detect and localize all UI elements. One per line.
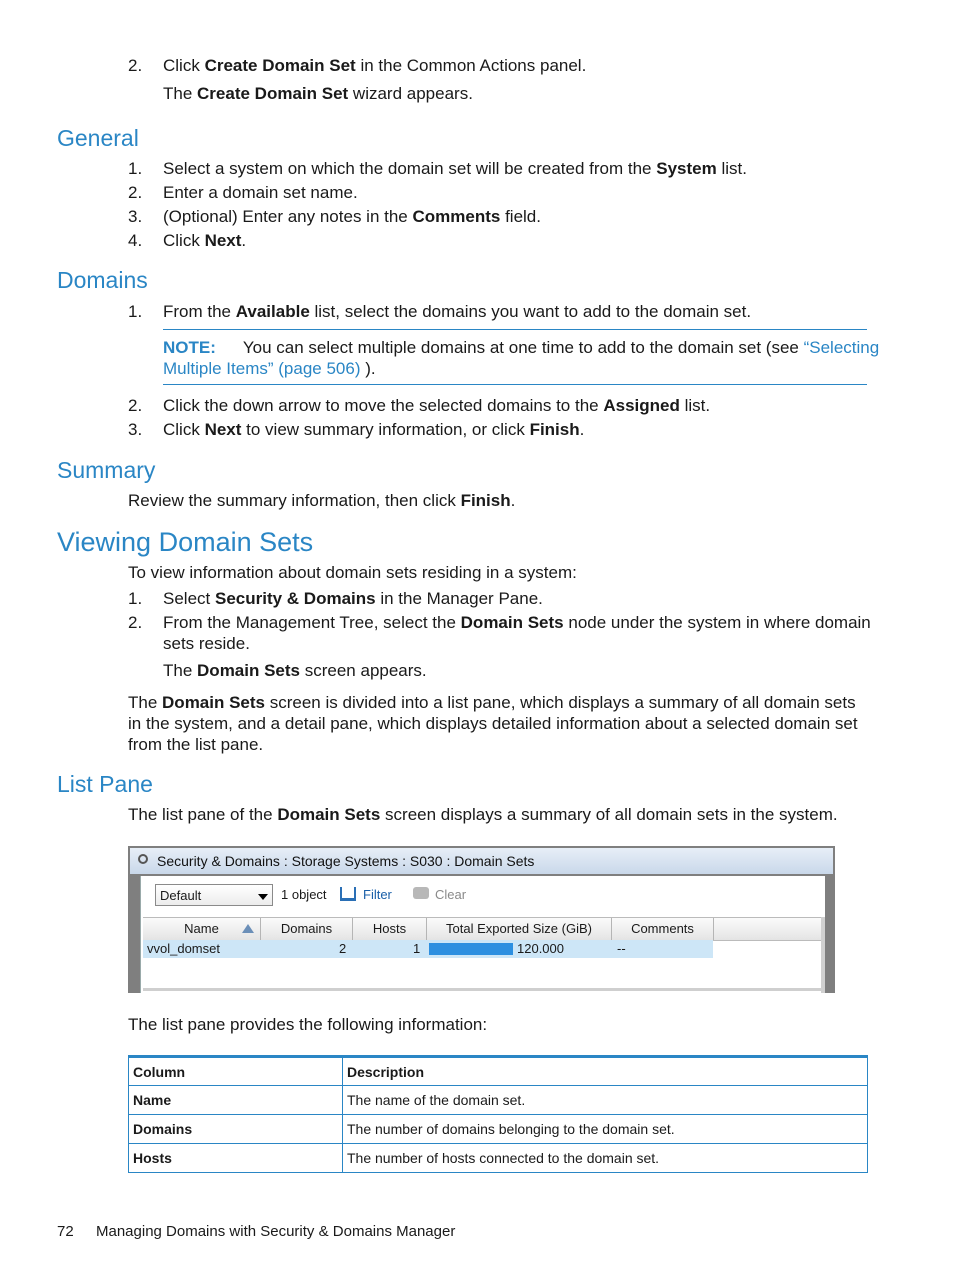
viewing-para-line-1: The Domain Sets screen is divided into a list pane, which displays a summary of all domain sets xyxy=(128,693,856,712)
table-header-column: Column xyxy=(129,1057,343,1086)
heading-summary: Summary xyxy=(57,457,156,483)
note-line-1: NOTE: You can select multiple domains at one time to add to the domain set (see “Selecting xyxy=(163,338,880,357)
step-text: (Optional) Enter any notes in the Comments field. xyxy=(163,207,541,226)
table-header-description: Description xyxy=(343,1057,868,1086)
viewing-intro: To view information about domain sets residing in a system: xyxy=(128,563,577,582)
chevron-down-icon xyxy=(258,894,268,900)
note-link[interactable]: “Selecting xyxy=(803,338,880,357)
summary-text: Review the summary information, then click Finish. xyxy=(128,491,516,510)
note-label: NOTE: xyxy=(163,338,216,357)
table-cell-column: Hosts xyxy=(129,1144,343,1173)
view-combo[interactable] xyxy=(155,884,273,906)
domain-sets-screenshot xyxy=(128,846,835,993)
row-domains: 2 xyxy=(339,941,347,956)
step-text: Enter a domain set name. xyxy=(163,183,358,202)
step-number: 2. xyxy=(128,183,143,202)
step-text: Click the down arrow to move the selected domains to the Assigned list. xyxy=(163,396,711,415)
heading-viewing-domain-sets: Viewing Domain Sets xyxy=(57,527,314,557)
listpane-after-text: The list pane provides the following information: xyxy=(128,1015,488,1034)
table-cell-description: The name of the domain set. xyxy=(343,1086,868,1115)
vertical-scrollbar[interactable] xyxy=(821,917,825,993)
heading-domains: Domains xyxy=(57,267,148,293)
step-number: 2. xyxy=(128,613,143,632)
row-size: 120.000 xyxy=(517,941,564,956)
page-number: 72 xyxy=(57,1223,74,1240)
table-row[interactable] xyxy=(143,940,713,958)
screenshot-title-bar xyxy=(130,848,833,874)
column-header-name[interactable]: Name xyxy=(143,918,261,940)
clear-button[interactable]: Clear xyxy=(435,887,467,902)
screenshot-body xyxy=(140,876,825,993)
table-header-row xyxy=(129,1057,868,1086)
table-cell-column: Name xyxy=(129,1086,343,1115)
step-number: 1. xyxy=(128,159,143,178)
step-text: Click Next to view summary information, or click Finish. xyxy=(163,420,585,439)
table-row xyxy=(129,1115,868,1144)
table-row xyxy=(129,1086,868,1115)
step-text: Select Security & Domains in the Manager Pane. xyxy=(163,589,543,608)
table-cell-column: Domains xyxy=(129,1115,343,1144)
note-top-rule xyxy=(163,329,867,330)
horizontal-scrollbar[interactable] xyxy=(143,988,821,991)
note-line-2: Multiple Items” (page 506) ). xyxy=(163,359,376,378)
object-count: 1 object xyxy=(281,887,327,902)
step-text: From the Available list, select the domains you want to add to the domain set. xyxy=(163,302,752,321)
viewing-para-line-2: in the system, and a detail pane, which displays detailed information about a selected domain set xyxy=(128,714,858,733)
note-link[interactable]: Multiple Items” (page 506) xyxy=(163,359,361,378)
viewing-para-line-3: from the list pane. xyxy=(128,735,264,754)
size-bar xyxy=(429,943,513,955)
screenshot-title: Security & Domains : Storage Systems : S030 : Domain Sets xyxy=(157,853,535,869)
grid-header xyxy=(143,917,821,941)
step-result: The Create Domain Set wizard appears. xyxy=(163,84,473,103)
note-bottom-rule xyxy=(163,384,867,385)
step-number: 2. xyxy=(128,56,143,75)
heading-list-pane: List Pane xyxy=(57,771,153,797)
step-number: 1. xyxy=(128,302,143,321)
step-text: Click Create Domain Set in the Common Actions panel. xyxy=(163,56,587,75)
step-result: The Domain Sets screen appears. xyxy=(163,661,427,680)
step-text: Click Next. xyxy=(163,231,247,250)
footer-title: Managing Domains with Security & Domains Manager xyxy=(96,1223,456,1240)
column-header-comments[interactable]: Comments xyxy=(612,918,714,940)
sort-ascending-icon xyxy=(242,924,254,933)
step-text: From the Management Tree, select the Domain Sets node under the system in where domain xyxy=(163,613,871,632)
search-icon xyxy=(138,854,148,864)
step-number: 3. xyxy=(128,420,143,439)
heading-general: General xyxy=(57,125,139,151)
step-text: Select a system on which the domain set will be created from the System list. xyxy=(163,159,747,178)
view-combo-value: Default xyxy=(160,888,202,903)
filter-icon xyxy=(340,887,356,901)
step-number: 1. xyxy=(128,589,143,608)
row-comments: -- xyxy=(617,941,626,956)
step-number: 4. xyxy=(128,231,143,250)
row-name: vvol_domset xyxy=(147,941,220,956)
column-header-total-exported-size[interactable]: Total Exported Size (GiB) xyxy=(427,918,612,940)
clear-icon xyxy=(413,887,429,899)
table-cell-description: The number of hosts connected to the domain set. xyxy=(343,1144,868,1173)
row-hosts: 1 xyxy=(413,941,421,956)
column-header-hosts[interactable]: Hosts xyxy=(353,918,427,940)
listpane-text: The list pane of the Domain Sets screen displays a summary of all domain sets in the system. xyxy=(128,805,838,824)
step-number: 2. xyxy=(128,396,143,415)
step-text-continued: sets reside. xyxy=(163,634,250,653)
table-row xyxy=(129,1144,868,1173)
step-number: 3. xyxy=(128,207,143,226)
info-table xyxy=(128,1055,868,1173)
filter-button[interactable]: Filter xyxy=(363,887,392,902)
table-cell-description: The number of domains belonging to the domain set. xyxy=(343,1115,868,1144)
column-header-domains[interactable]: Domains xyxy=(261,918,353,940)
